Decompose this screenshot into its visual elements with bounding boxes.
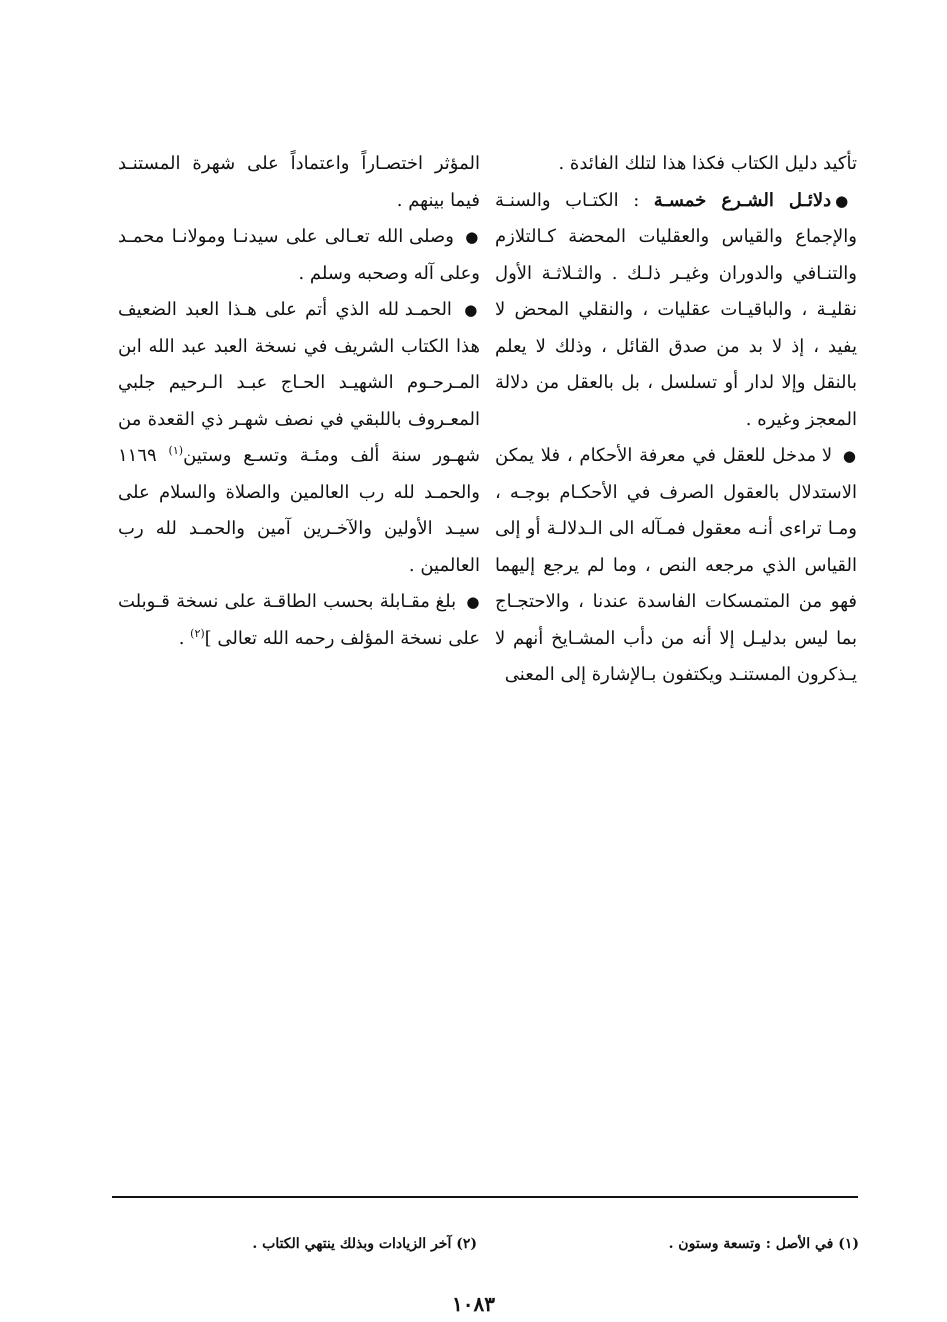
bullet-icon: ● (465, 228, 480, 246)
bullet-icon: ● (842, 447, 858, 465)
left-text-column (118, 146, 480, 657)
footnote-1: (١) في الأصل : وتسعة وستون . (668, 1236, 859, 1252)
paragraph-1: تأكيد دليل الكتاب فكذا هذا لتلك الفائدة . (558, 153, 857, 174)
footnote-divider (112, 1196, 858, 1198)
page-number: ١٠٨٣ (452, 1292, 495, 1316)
footnote-ref-2[interactable]: (٢) (190, 626, 205, 640)
paragraph-lead: دلائـل الشـرع خمسـة (653, 189, 832, 211)
footnote-2: (٢) آخر الزيادات وبذلك ينتهي الكتاب . (252, 1236, 477, 1252)
paragraph-5: ● وصلى الله تعـالى على سيدنـا ومولانـا محمـد وعلى آله وصحبه وسلم . (118, 226, 480, 284)
paragraph-7: ● بلغ مقـابلة بحسب الطاقـة على نسخة قـوبلت على نسخة المؤلف رحمه الله تعالى ]$^{(٢)}$ . (118, 591, 480, 649)
paragraph-4: المؤثر اختصـاراً واعتماداً على شهرة المستنـد فيما بينهم . (118, 153, 480, 211)
paragraph-6: ● الحمـد لله الذي أتم على هـذا العبد الضعيف هذا الكتاب الشريف في نسخة العبد عبد الله ابن المـرحـوم الشهيـد الحـاج عبـد الـرحيم جلبي المعـروف باللبقي في نصف شهـر ذي القعدة من شهـور سنة ألف ومئـة وتسـع وستين$^{(١)}$ ١١٦٩ والحمـد لله رب العالمين والصلاة والسلام على سيـد الأولين والآخـرين آمين والحمـد لله رب العالمين . (118, 299, 480, 576)
footnote-ref-1[interactable]: (١) (168, 444, 184, 457)
paragraph-3: ● لا مدخل للعقل في معرفة الأحكام ، فلا يمكن الاستدلال بالعقول الصرف في الأحكـام بوجـه ، ومـا تراءى أنـه معقول فمـآله الى الـدلالـة أو إلى القياس الذي مرجعه النص ، وما لم يرجع إليهما فهو من المتمسكات الفاسدة عندنا ، والاحتجـاج بما ليس بدليـل إلا أنه من دأب المشـايخ أنهم لا يـذكرون المستنـد ويكتفون بـالإشارة إلى المعنى (495, 445, 858, 685)
paragraph-2: ●دلائـل الشـرع خمسـة : الكتـاب والسنـة والإجماع والقياس والعقليات المحضة كـالتلازم والتنـافي والدوران وغيـر ذلـك . والثـلاثـة الأول نقليـة ، والباقيـات عقليات ، والنقلي المحض لا يفيد ، إذ لا بد من صدق القائل ، وذلك لا يعلم بالنقل وإلا لدار أو تسلسل ، بل بالعقل من دلالة المعجز وغيره . (495, 189, 857, 430)
bullet-icon: ● (466, 593, 480, 611)
right-text-column (495, 146, 857, 694)
bullet-icon: ● (835, 191, 857, 210)
bullet-icon: ● (464, 301, 480, 319)
